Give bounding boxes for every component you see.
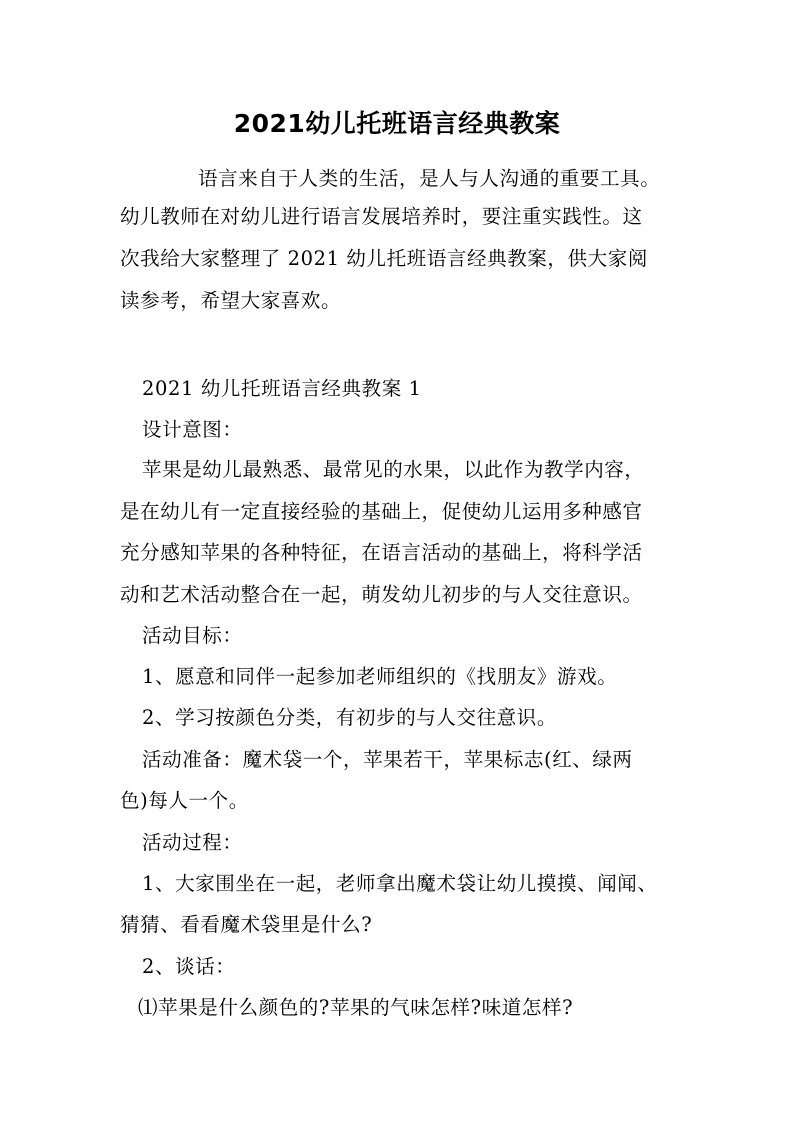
process-line: 猜猜、看看魔术袋里是什么? (120, 913, 373, 936)
document-title: 2021幼儿托班语言经典教案 (233, 109, 561, 138)
design-intent-line: 充分感知苹果的各种特征，在语言活动的基础上，将科学活 (120, 541, 643, 564)
process-heading: 活动过程： (142, 831, 243, 854)
intro-line: 语言来自于人类的生活，是人与人沟通的重要工具。 (198, 167, 661, 190)
preparation-line: 色)每人一个。 (120, 789, 249, 812)
design-intent-heading: 设计意图： (142, 418, 243, 441)
design-intent-line: 动和艺术活动整合在一起，萌发幼儿初步的与人交往意识。 (120, 583, 643, 606)
goals-heading: 活动目标： (142, 624, 243, 647)
goal-item: 2、学习按颜色分类，有初步的与人交往意识。 (142, 706, 558, 729)
goal-item: 1、愿意和同伴一起参加老师组织的《找朋友》游戏。 (142, 665, 618, 688)
process-line: 1、大家围坐在一起，老师拿出魔术袋让幼儿摸摸、闻闻、 (142, 872, 658, 895)
design-intent-line: 苹果是幼儿最熟悉、最常见的水果，以此作为教学内容， (142, 458, 645, 481)
intro-line: 幼儿教师在对幼儿进行语言发展培养时，要注重实践性。这 (120, 205, 643, 228)
intro-line: 次我给大家整理了 2021 幼儿托班语言经典教案，供大家阅 (120, 247, 648, 270)
preparation-line: 活动准备：魔术袋一个，苹果若干，苹果标志(红、绿两 (142, 748, 633, 771)
intro-line: 读参考，希望大家喜欢。 (120, 289, 342, 312)
process-line: ⑴苹果是什么颜色的?苹果的气味怎样?味道怎样? (138, 996, 574, 1019)
design-intent-line: 是在幼儿有一定直接经验的基础上，促使幼儿运用多种感官 (120, 500, 643, 523)
section-heading: 2021 幼儿托班语言经典教案 1 (142, 377, 422, 400)
process-line: 2、谈话： (142, 955, 236, 978)
